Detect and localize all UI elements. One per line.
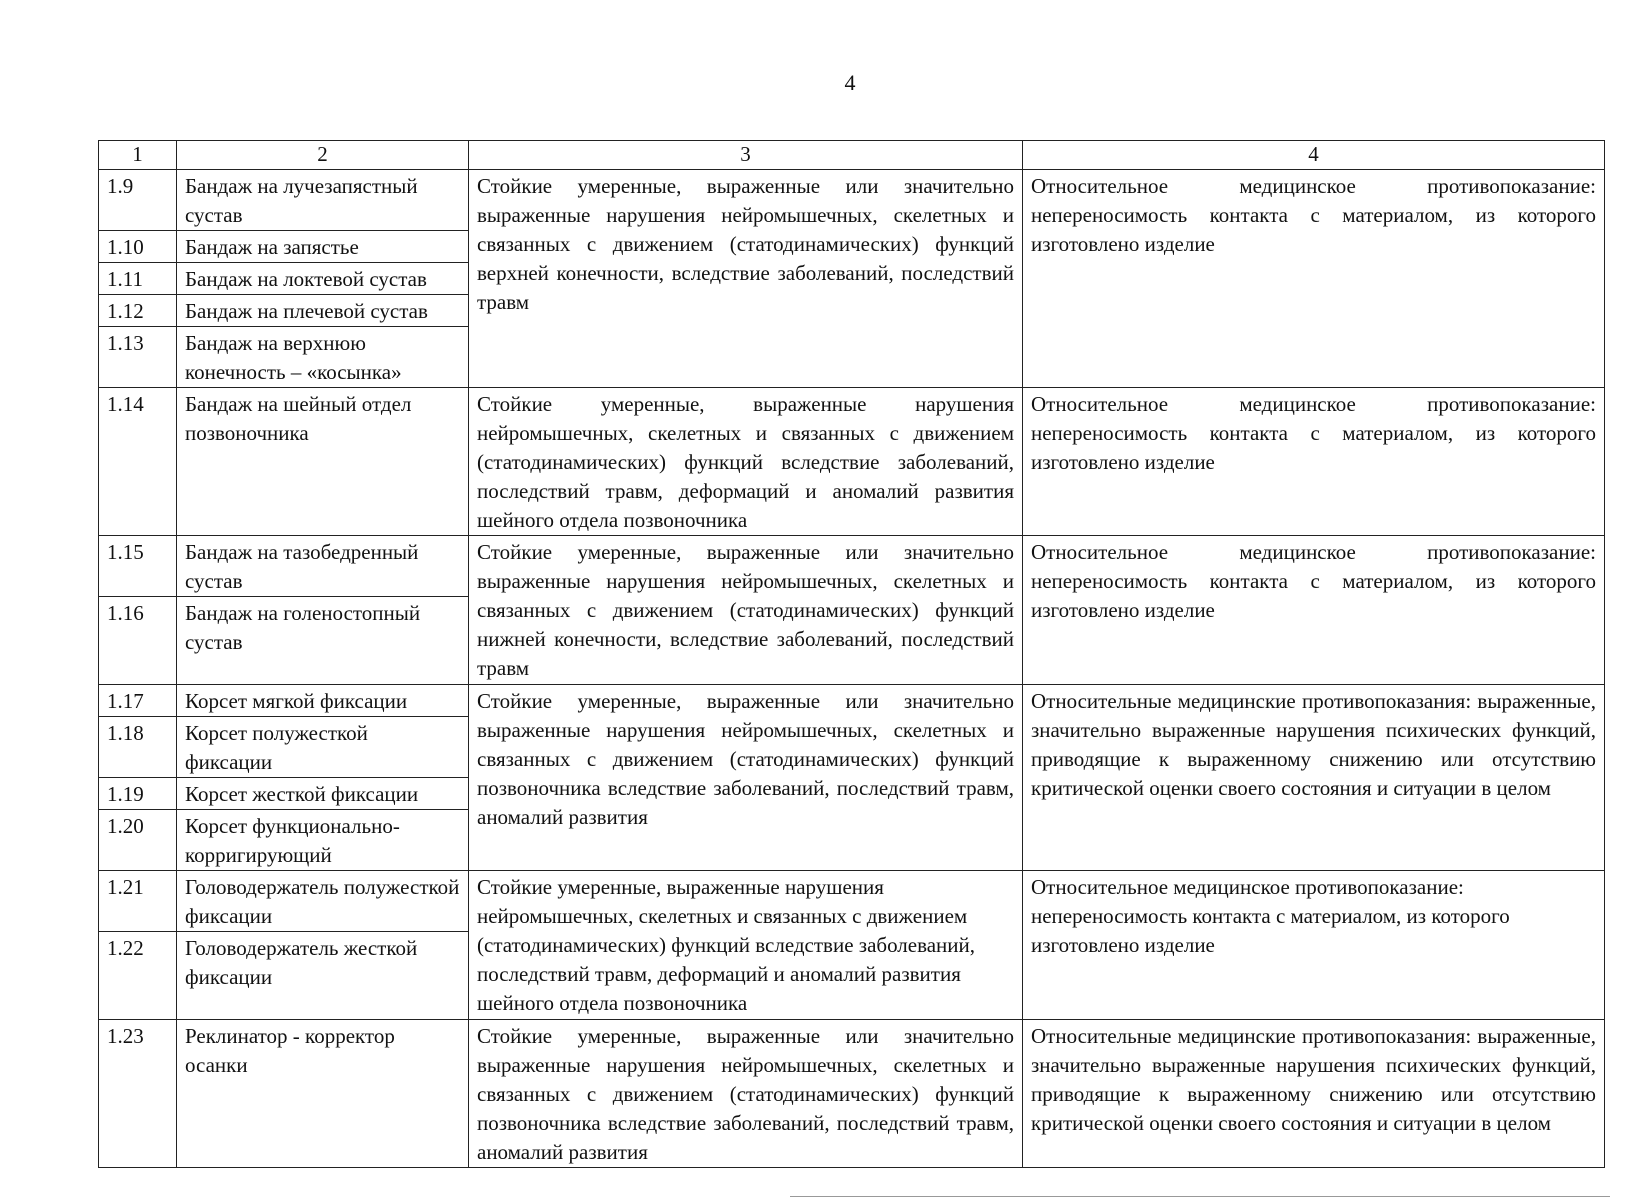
device-name: Головодержатель полужесткой фиксации <box>177 871 469 932</box>
header-col-4: 4 <box>1023 141 1605 170</box>
device-name: Бандаж на шейный отдел позвоночника <box>177 388 469 536</box>
device-name: Корсет жесткой фиксации <box>177 778 469 810</box>
row-number: 1.20 <box>99 810 177 871</box>
contraindications-cell: Относительное медицинское противопоказание: непереносимость контакта с материалом, из которого изготовлено изделие <box>1023 871 1605 1020</box>
row-number: 1.10 <box>99 231 177 263</box>
row-number: 1.22 <box>99 932 177 1020</box>
table-row <box>99 170 1605 231</box>
table-row <box>99 871 1605 932</box>
table-row <box>99 685 1605 717</box>
device-name: Бандаж на лучезапястный сустав <box>177 170 469 231</box>
row-number: 1.17 <box>99 685 177 717</box>
table-row <box>99 536 1605 597</box>
device-table <box>98 140 1605 1168</box>
indications-cell: Стойкие умеренные, выраженные нарушения нейромышечных, скелетных и связанных с движением (статодинамических) функций вследствие заболеваний, последствий травм, деформаций и аномалий развития шейного отдела позвоночника <box>469 388 1023 536</box>
header-col-3: 3 <box>469 141 1023 170</box>
contraindications-cell: Относительные медицинские противопоказания: выраженные, значительно выраженные нарушения психических функций, приводящие к выраженному снижению или отсутствию критической оценки своего состояния и ситуации в целом <box>1023 685 1605 871</box>
device-name: Головодержатель жесткой фиксации <box>177 932 469 1020</box>
device-name: Бандаж на верхнюю конечность – «косынка» <box>177 327 469 388</box>
header-col-2: 2 <box>177 141 469 170</box>
indications-cell: Стойкие умеренные, выраженные или значительно выраженные нарушения нейромышечных, скелетных и связанных с движением (статодинамических) функций нижней конечности, вследствие заболеваний, последствий травм <box>469 536 1023 685</box>
row-number: 1.9 <box>99 170 177 231</box>
contraindications-cell: Относительные медицинские противопоказания: выраженные, значительно выраженные нарушения психических функций, приводящие к выраженному снижению или отсутствию критической оценки своего состояния и ситуации в целом <box>1023 1020 1605 1168</box>
row-number: 1.15 <box>99 536 177 597</box>
row-number: 1.19 <box>99 778 177 810</box>
row-number: 1.12 <box>99 295 177 327</box>
contraindications-cell: Относительное медицинское противопоказание: непереносимость контакта с материалом, из которого изготовлено изделие <box>1023 170 1605 388</box>
device-name: Реклинатор - корректор осанки <box>177 1020 469 1168</box>
row-number: 1.13 <box>99 327 177 388</box>
device-name: Бандаж на плечевой сустав <box>177 295 469 327</box>
row-number: 1.14 <box>99 388 177 536</box>
row-number: 1.16 <box>99 597 177 685</box>
device-name: Корсет мягкой фиксации <box>177 685 469 717</box>
row-number: 1.21 <box>99 871 177 932</box>
contraindications-cell: Относительное медицинское противопоказание: непереносимость контакта с материалом, из которого изготовлено изделие <box>1023 536 1605 685</box>
indications-cell: Стойкие умеренные, выраженные или значительно выраженные нарушения нейромышечных, скелетных и связанных с движением (статодинамических) функций позвоночника вследствие заболеваний, последствий травм, аномалий развития <box>469 685 1023 871</box>
row-number: 1.23 <box>99 1020 177 1168</box>
indications-cell: Стойкие умеренные, выраженные нарушения нейромышечных, скелетных и связанных с движением (статодинамических) функций вследствие заболеваний, последствий травм, деформаций и аномалий развития шейного отдела позвоночника <box>469 871 1023 1020</box>
scan-edge-line <box>790 1196 1610 1197</box>
page-number: 4 <box>844 70 856 95</box>
table-header-row <box>99 141 1605 170</box>
indications-cell: Стойкие умеренные, выраженные или значительно выраженные нарушения нейромышечных, скелетных и связанных с движением (статодинамических) функций верхней конечности, вследствие заболеваний, последствий травм <box>469 170 1023 388</box>
row-number: 1.18 <box>99 717 177 778</box>
indications-cell: Стойкие умеренные, выраженные или значительно выраженные нарушения нейромышечных, скелетных и связанных с движением (статодинамических) функций позвоночника вследствие заболеваний, последствий травм, аномалий развития <box>469 1020 1023 1168</box>
contraindications-cell: Относительное медицинское противопоказание: непереносимость контакта с материалом, из которого изготовлено изделие <box>1023 388 1605 536</box>
header-col-1: 1 <box>99 141 177 170</box>
device-name: Бандаж на тазобедренный сустав <box>177 536 469 597</box>
device-name: Корсет полужесткой фиксации <box>177 717 469 778</box>
table-row <box>99 1020 1605 1168</box>
row-number: 1.11 <box>99 263 177 295</box>
device-name: Бандаж на запястье <box>177 231 469 263</box>
table-row <box>99 388 1605 536</box>
device-name: Бандаж на локтевой сустав <box>177 263 469 295</box>
device-name: Бандаж на голеностопный сустав <box>177 597 469 685</box>
device-name: Корсет функционально-корригирующий <box>177 810 469 871</box>
